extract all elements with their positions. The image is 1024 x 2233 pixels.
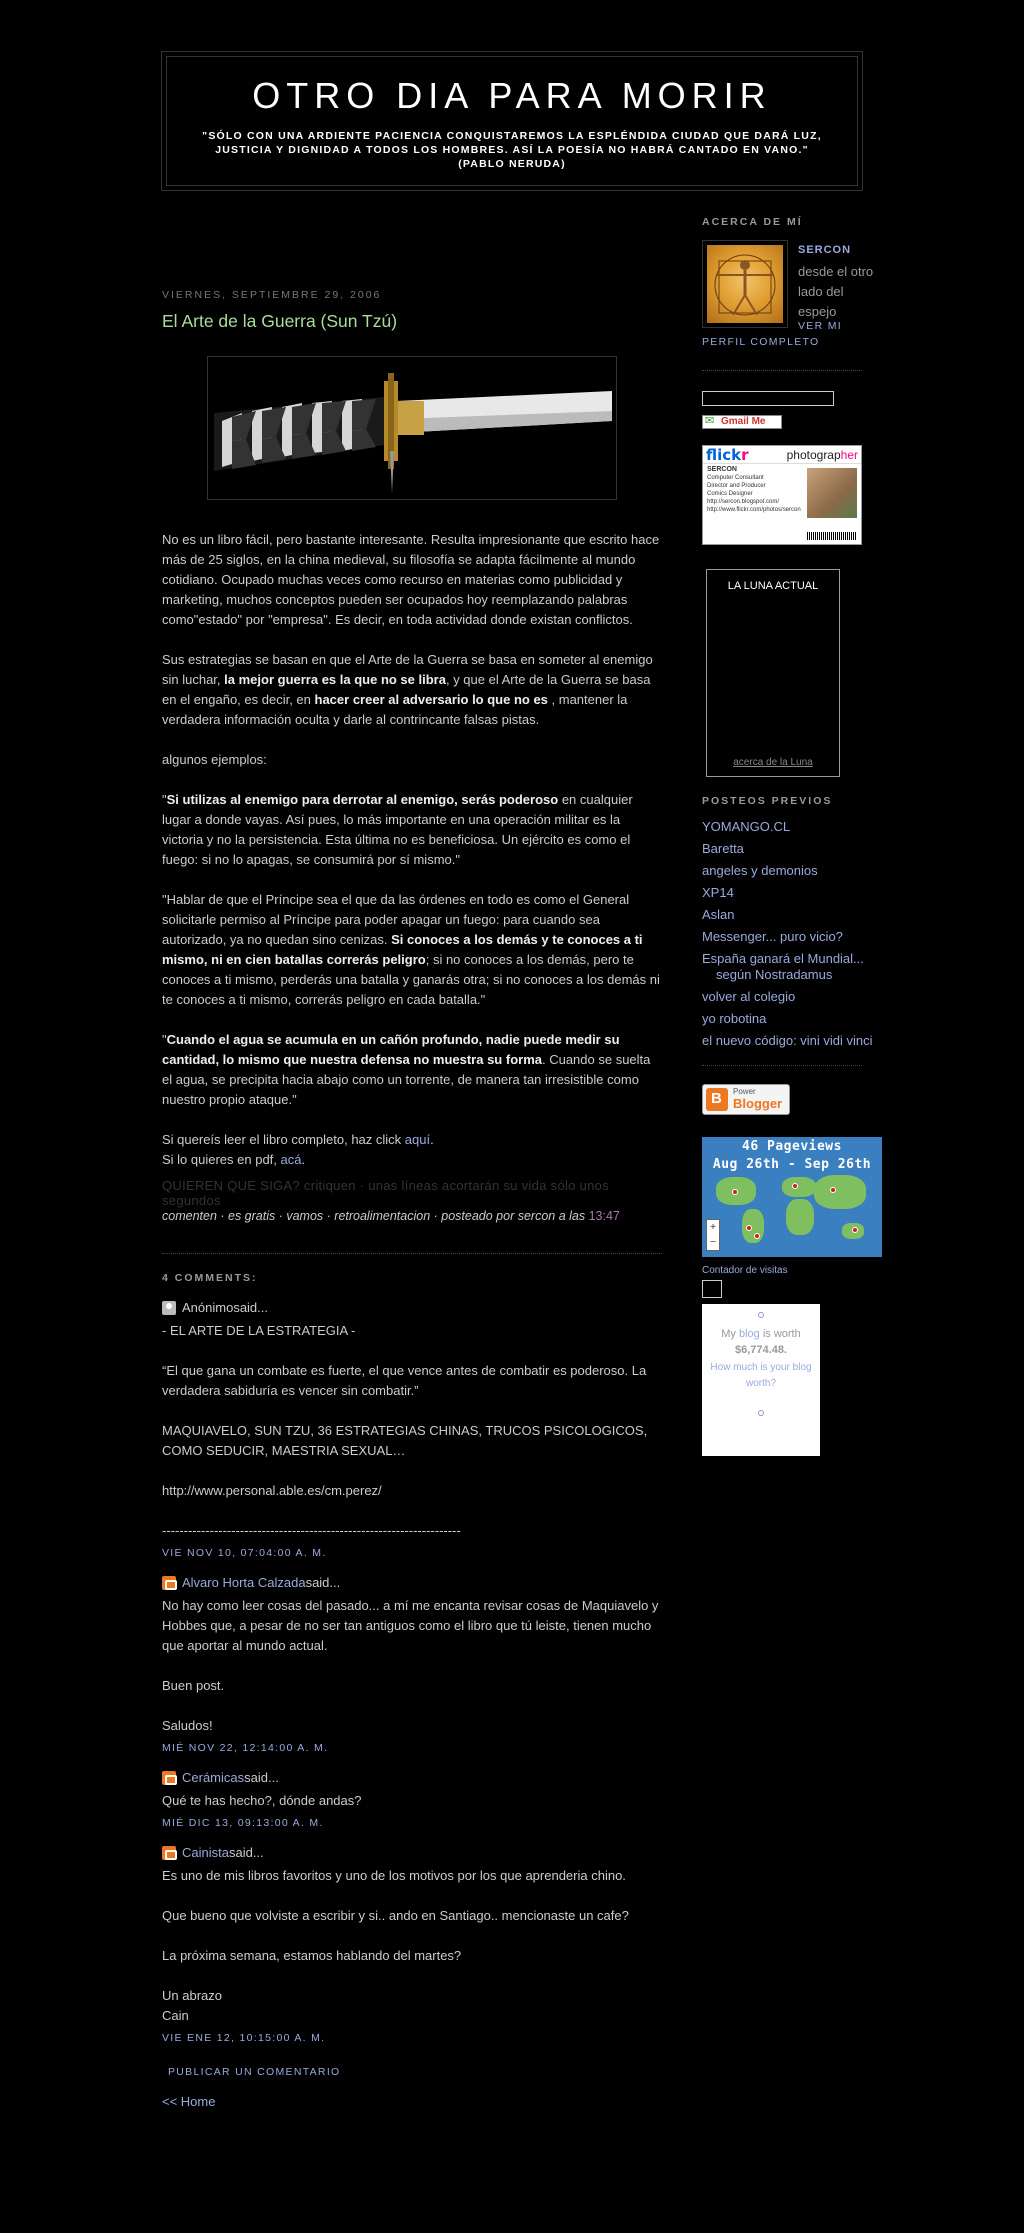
worth-dot-icon: [758, 1312, 764, 1318]
moon-link[interactable]: acerca de la Luna: [733, 757, 813, 768]
pageviews-count: 46 Pageviews: [742, 1139, 842, 1154]
comment: [162, 1845, 662, 2044]
comment-author-name: Anónimo: [182, 1300, 234, 1315]
comment-author: [162, 1845, 662, 1860]
text: .: [301, 1152, 306, 1167]
about-title: ACERCA DE MÍ: [702, 216, 803, 228]
profile-link-line1: VER MI: [798, 320, 842, 332]
flickr-badge[interactable]: [702, 445, 862, 545]
previous-post-item: [702, 989, 882, 1005]
moon-widget: [706, 569, 840, 777]
comment-paragraph: Que bueno que volviste a escribir y si.. ando en Santiago.. mencionaste un cafe?: [162, 1908, 629, 1923]
gmail-widget: [702, 391, 882, 429]
comment-body: [162, 1866, 662, 2026]
comment-paragraph: http://www.personal.able.es/cm.perez/: [162, 1483, 382, 1498]
flickr-badge-top: [703, 446, 861, 464]
comment-timestamp-link[interactable]: MIÉ NOV 22, 12:14:00 A. M.: [162, 1742, 329, 1754]
comment-paragraph: MAQUIAVELO, SUN TZU, 36 ESTRATEGIAS CHINAS, TRUCOS PSICOLOGICOS, COMO SEDUCIR, MAESTRIA SEXUAL…: [162, 1423, 648, 1458]
moon-title: LA LUNA ACTUAL: [727, 580, 819, 592]
map-marker: [852, 1227, 858, 1233]
comment-paragraph: La próxima semana, estamos hablando del martes?: [162, 1948, 462, 1963]
previous-post-link[interactable]: YOMANGO.CL: [702, 819, 791, 834]
map-marker: [746, 1225, 752, 1231]
post-footer-text: comenten · es gratis · vamos · retroalimentacion · posteado por sercon a las: [162, 1209, 589, 1223]
comment-author: [162, 1575, 662, 1590]
comment-paragraph: No hay como leer cosas del pasado... a mí me encanta revisar cosas de Maquiavelo y Hobbes que, a pesar de no ser tan antiguos como el libro que tú leiste, tienen mucho que aportar al mundo actual.: [162, 1598, 659, 1653]
comment-said: said...: [233, 1300, 268, 1315]
text: My: [721, 1328, 739, 1340]
bold-text: Cuando el agua se acumula en un cañón profundo, nadie puede medir su cantidad, lo mismo que nuestra defensa no muestra su forma: [162, 1032, 620, 1067]
previous-post-item: [702, 841, 882, 857]
flickr-line: http://www.flickr.com/photos/sercon: [707, 507, 801, 513]
comment-paragraph: Saludos!: [162, 1718, 213, 1733]
blogger-user-icon: [162, 1846, 176, 1860]
comment-said: said...: [228, 1845, 264, 1860]
post-paragraph: [162, 1030, 662, 1110]
flickr-logo: flickr: [706, 445, 749, 464]
profile-link-line2: PERFIL COMPLETO: [702, 336, 820, 348]
previous-post-link[interactable]: Baretta: [702, 841, 744, 856]
blog-description: "SÓLO CON UNA ARDIENTE PACIENCIA CONQUISTAREMOS LA ESPLÉNDIDA CIUDAD QUE DARÁ LUZ, JUSTICIA Y DIGNIDAD A TODOS LOS HOMBRES. ASÍ LA POESÍA NO HABRÁ CANTADO EN VANO." (PABLO NERUDA): [202, 130, 822, 170]
comment: [162, 1770, 662, 1829]
map-zoom-control[interactable]: + −: [706, 1219, 720, 1251]
divider: [162, 1253, 662, 1254]
blogger-icon: [706, 1088, 728, 1111]
previous-post-item: [702, 885, 882, 901]
comment-author-name[interactable]: Alvaro Horta Calzada: [182, 1575, 306, 1590]
map-marker: [792, 1183, 798, 1189]
blogger-text: Blogger: [733, 1096, 783, 1111]
previous-post-item: [702, 929, 882, 945]
previous-post-item: [702, 819, 882, 835]
comment-author-name[interactable]: Cainista: [182, 1845, 229, 1860]
comment-paragraph: ---------------------------------------------------------------------: [162, 1523, 461, 1538]
previous-post-item: [702, 1033, 882, 1049]
vitruvian-image: [707, 245, 783, 323]
previous-post-link[interactable]: el nuevo código: vini vidi vinci: [702, 1033, 873, 1048]
blog-worth-widget: [702, 1304, 820, 1456]
text: ": [162, 792, 167, 807]
profile-image[interactable]: [702, 240, 788, 328]
text: Si lo quieres en pdf,: [162, 1152, 281, 1167]
comment-paragraph: Qué te has hecho?, dónde andas?: [162, 1793, 362, 1808]
comment-said: said...: [305, 1575, 341, 1590]
comment-paragraph: - EL ARTE DE LA ESTRATEGIA -: [162, 1323, 356, 1338]
main-column: [162, 280, 662, 2109]
comment-author: [162, 1770, 662, 1785]
map-marker: [732, 1189, 738, 1195]
text: en cualquier lugar a donde vayas. Así pues, lo más importante en una operación militar es la victoria y no la persistencia. Esta última no es beneficiosa. Un ejército es como el fuego: si no lo apagas, se consumirá por sí mismo.": [162, 792, 633, 867]
flickr-barcode: [807, 532, 857, 540]
comment-timestamp-link[interactable]: MIÉ DIC 13, 09:13:00 A. M.: [162, 1817, 324, 1829]
map-marker: [830, 1187, 836, 1193]
flickr-photographer: photographer: [786, 447, 858, 462]
text: Sus estrategias se basan en que el Arte de la Guerra se basa en someter al enemigo sin luchar,: [162, 652, 653, 687]
text: . Cuando se suelta el agua, se precipita hacia abajo como un torrente, de manera tan irresistible como nuestro propio ataque.": [162, 1052, 651, 1107]
comments-header: 4 COMMENTS:: [162, 1272, 258, 1284]
comment-paragraph: Buen post.: [162, 1678, 225, 1693]
post-paragraph: [162, 890, 662, 1010]
anonymous-user-icon: [162, 1301, 176, 1315]
post-title[interactable]: El Arte de la Guerra (Sun Tzú): [162, 311, 398, 331]
flickr-line: Comics Designer: [707, 491, 753, 497]
powered-by-blogger-button[interactable]: [702, 1084, 790, 1115]
comment-author: [162, 1300, 662, 1315]
gmail-input[interactable]: [702, 391, 834, 406]
map-land-asia: [814, 1175, 866, 1209]
bold-text: hacer creer al adversario lo que no es: [314, 692, 548, 707]
blog-header: [161, 51, 863, 191]
profile-name[interactable]: SERCON: [798, 244, 852, 256]
blogger-user-icon: [162, 1576, 176, 1590]
text: "Hablar de que el Príncipe sea el que da las órdenes en todo es como el General solicitarle permiso al Príncipe para poder apagar un fuego: para cuando sea autorizado, ya no quedan sino cenizas.: [162, 892, 630, 947]
post-footer-hidden-text: QUIEREN QUE SIGA? critiquen · unas líneas acortarán su vida sólo unos segundos: [162, 1178, 610, 1208]
comment-author-name[interactable]: Cerámicas: [182, 1770, 245, 1785]
flickr-line: Computer Consultant: [707, 475, 764, 481]
flickr-name: SERCON: [707, 466, 737, 473]
comment-paragraph: “El que gana un combate es fuerte, el que vence antes de combatir es poderoso. La verdadera sabiduría es vencer sin combatir.”: [162, 1363, 647, 1398]
pageviews-range: Aug 26th - Sep 26th: [712, 1157, 872, 1172]
map-land-africa: [786, 1199, 814, 1235]
worth-blog-link[interactable]: blog: [738, 1328, 760, 1340]
comment-timestamp-link[interactable]: VIE NOV 10, 07:04:00 A. M.: [162, 1547, 327, 1559]
text: ; si no conoces a los demás, pero te conoces a ti mismo, perderás una batalla y ganarás otra; si no conoces a los demás ni te conoces a ti mismo, correrás peligro en cada batalla.": [162, 952, 660, 1007]
post-paragraph: [162, 650, 662, 730]
comment: [162, 1300, 662, 1559]
previous-post-link[interactable]: España ganará el Mundial... según Nostradamus: [702, 951, 864, 982]
previous-post-link[interactable]: XP14: [702, 885, 734, 900]
comment-paragraph: Un abrazo Cain: [162, 1988, 222, 2023]
map-marker: [754, 1233, 760, 1239]
katana-image: [212, 361, 612, 495]
pdf-link[interactable]: acá: [280, 1152, 302, 1167]
sidebar-divider: [702, 370, 862, 371]
previous-posts-list: [702, 819, 882, 1049]
worth-question-link[interactable]: How much is your blog worth?: [710, 1362, 812, 1389]
gmail-button[interactable]: ✉ Gmail Me: [702, 415, 782, 429]
flickr-line: http://sercon.blogspot.com/: [707, 499, 780, 505]
blogger-power-text: Power: [733, 1087, 756, 1096]
profile-info: [798, 240, 882, 328]
bold-text: Si utilizas al enemigo para derrotar al enemigo, serás poderoso: [166, 792, 559, 807]
previous-post-item: [702, 907, 882, 923]
bold-text: la mejor guerra es la que no se libra: [224, 672, 446, 687]
sidebar-divider: [702, 1065, 862, 1066]
post-paragraph: algunos ejemplos:: [162, 752, 267, 767]
comment-timestamp-link[interactable]: VIE ENE 12, 10:15:00 A. M.: [162, 2032, 326, 2044]
text: , mantener la verdadera información oculta y darle al contrincante falsas pistas.: [162, 692, 628, 727]
previous-post-link[interactable]: yo robotina: [702, 1011, 767, 1026]
worth-amount: $6,774.48.: [735, 1344, 787, 1356]
comments-list: [162, 1300, 662, 2044]
comment: [162, 1575, 662, 1754]
comment-said: said...: [244, 1770, 279, 1785]
post-paragraph: [162, 1130, 662, 1170]
map-land-europe: [782, 1177, 816, 1197]
previous-post-item: [702, 1011, 882, 1027]
previous-post-item: [702, 863, 882, 879]
text: , y que el Arte de la Guerra se basa en el engaño, es decir, en: [162, 672, 651, 707]
flickr-line: Director and Producer: [707, 483, 766, 489]
previous-post-link[interactable]: Messenger... puro vicio?: [702, 929, 843, 944]
previous-post-item: [702, 951, 882, 983]
profile: [702, 240, 882, 328]
bold-text: Si conoces a los demás y te conoces a ti mismo, ni en cien batallas correrás peligro: [162, 932, 643, 967]
post-comment-link[interactable]: PUBLICAR UN COMENTARIO: [168, 2066, 341, 2078]
post-paragraph: [162, 790, 662, 870]
blog-header-inner: [166, 56, 858, 186]
worth-line: [702, 1324, 820, 1344]
book-link[interactable]: aquí: [404, 1132, 431, 1147]
previous-post-link[interactable]: Aslan: [702, 907, 735, 922]
visit-counter-label: Contador de visitas: [702, 1265, 788, 1276]
text: ": [162, 1032, 167, 1047]
profile-text: desde el otro lado del espejo: [798, 264, 874, 319]
blog-title[interactable]: OTRO DIA PARA MORIR: [252, 75, 772, 116]
text: is worth: [759, 1328, 801, 1340]
comment-paragraph: Es uno de mis libros favoritos y uno de los motivos por los que aprenderia chino.: [162, 1868, 626, 1883]
previous-post-link[interactable]: volver al colegio: [702, 989, 796, 1004]
visit-counter[interactable]: [702, 1280, 722, 1298]
text: .: [430, 1132, 434, 1147]
blogger-user-icon: [162, 1771, 176, 1785]
vitruvian-man-icon: [707, 245, 783, 323]
pageviews-map[interactable]: [702, 1137, 882, 1257]
post-footer: [162, 1209, 662, 1223]
post-image[interactable]: [207, 356, 617, 500]
comment-body: [162, 1596, 662, 1736]
previous-post-link[interactable]: angeles y demonios: [702, 863, 818, 878]
text: Si quereís leer el libro completo, haz click: [162, 1132, 405, 1147]
sidebar: [702, 216, 882, 1456]
comment-body: [162, 1321, 662, 1541]
flickr-photo: [807, 468, 857, 518]
previous-posts-title: POSTEOS PREVIOS: [702, 795, 833, 807]
post-date: VIERNES, SEPTIEMBRE 29, 2006: [162, 289, 382, 301]
comment-body: [162, 1791, 662, 1811]
post-paragraph: No es un libro fácil, pero bastante interesante. Resulta impresionante que escrito hace más de 25 siglos, en la china medieval, su filosofía se adapta fácilmente al mundo cotidiano. Ocupado muchas veces como recurso en materias como publicidad y marketing, muchos conceptos pueden ser ocupados hoy reemplazando palabras como"estado" por "empresa". Es decir, en toda actividad donde existan conflictos.: [162, 532, 660, 627]
home-link[interactable]: << Home: [162, 2094, 216, 2109]
worth-dot-icon: [758, 1410, 764, 1416]
post-time-link[interactable]: 13:47: [588, 1209, 620, 1223]
post-body: [162, 530, 662, 1170]
